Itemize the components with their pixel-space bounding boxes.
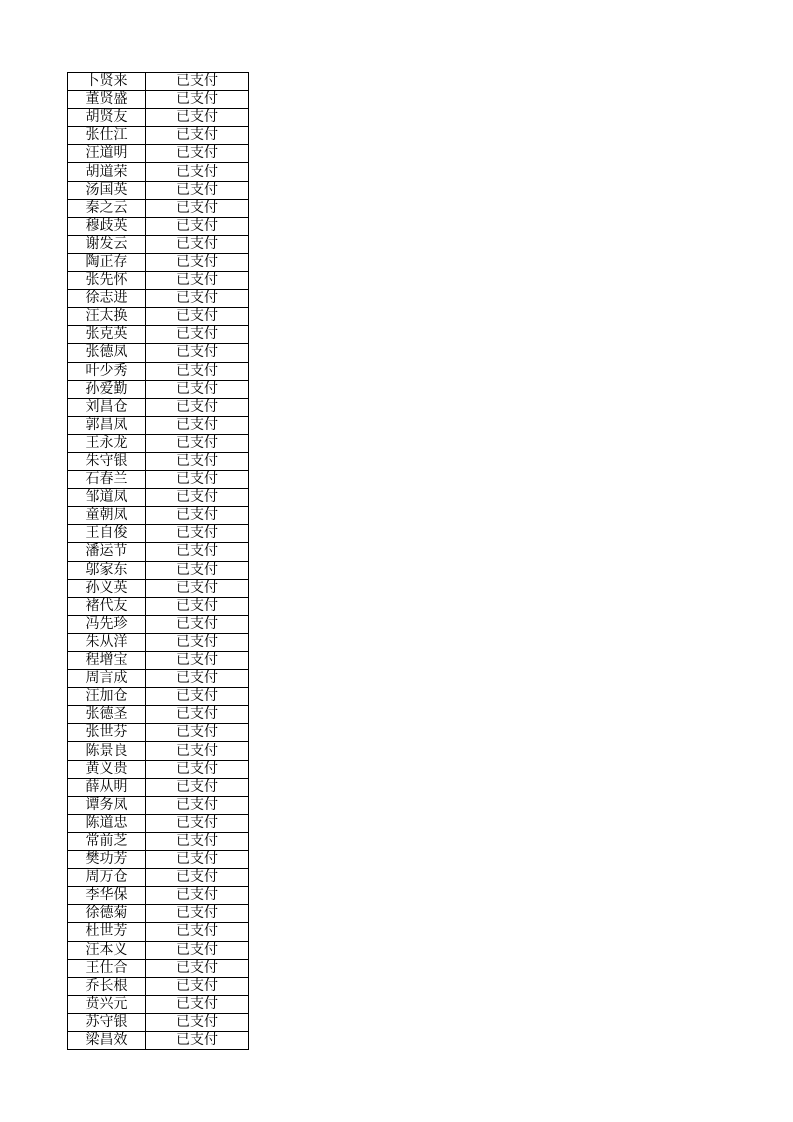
payment-status-cell: 已支付 <box>146 507 249 525</box>
payment-status-cell: 已支付 <box>146 832 249 850</box>
payment-status-cell: 已支付 <box>146 91 249 109</box>
name-cell: 陶正存 <box>68 253 146 271</box>
payment-status-cell: 已支付 <box>146 760 249 778</box>
table-row <box>68 778 249 796</box>
name-cell: 周言成 <box>68 670 146 688</box>
payment-status-cell: 已支付 <box>146 941 249 959</box>
table-row <box>68 905 249 923</box>
name-cell: 童朝凤 <box>68 507 146 525</box>
table-row <box>68 326 249 344</box>
payment-status-cell: 已支付 <box>146 145 249 163</box>
name-cell: 黄义贵 <box>68 760 146 778</box>
payment-status-cell: 已支付 <box>146 217 249 235</box>
name-cell: 王自俊 <box>68 525 146 543</box>
name-cell: 王永龙 <box>68 434 146 452</box>
payment-status-cell: 已支付 <box>146 869 249 887</box>
table-row <box>68 308 249 326</box>
table-row <box>68 887 249 905</box>
name-cell: 胡贤友 <box>68 109 146 127</box>
name-cell: 郭昌凤 <box>68 416 146 434</box>
name-cell: 汪道明 <box>68 145 146 163</box>
table-row <box>68 724 249 742</box>
table-row <box>68 253 249 271</box>
payment-status-cell: 已支付 <box>146 688 249 706</box>
table-row <box>68 1013 249 1031</box>
name-cell: 陈景良 <box>68 742 146 760</box>
name-cell: 董贤盛 <box>68 91 146 109</box>
name-cell: 杜世芳 <box>68 923 146 941</box>
table-row <box>68 633 249 651</box>
payment-status-cell: 已支付 <box>146 579 249 597</box>
payment-status-cell: 已支付 <box>146 905 249 923</box>
name-cell: 刘昌仓 <box>68 398 146 416</box>
name-cell: 张先怀 <box>68 272 146 290</box>
payment-status-cell: 已支付 <box>146 1013 249 1031</box>
name-cell: 穆歧英 <box>68 217 146 235</box>
table-row <box>68 688 249 706</box>
name-cell: 李华保 <box>68 887 146 905</box>
name-cell: 徐德菊 <box>68 905 146 923</box>
table-row <box>68 434 249 452</box>
table-row <box>68 235 249 253</box>
payment-status-table <box>67 72 249 1050</box>
payment-status-cell: 已支付 <box>146 362 249 380</box>
payment-status-cell: 已支付 <box>146 652 249 670</box>
payment-status-cell: 已支付 <box>146 1031 249 1049</box>
payment-status-cell: 已支付 <box>146 977 249 995</box>
name-cell: 谭务凤 <box>68 796 146 814</box>
payment-status-cell: 已支付 <box>146 597 249 615</box>
table-row <box>68 416 249 434</box>
payment-status-cell: 已支付 <box>146 344 249 362</box>
payment-status-cell: 已支付 <box>146 109 249 127</box>
name-cell: 程增宝 <box>68 652 146 670</box>
payment-status-cell: 已支付 <box>146 398 249 416</box>
table-row <box>68 217 249 235</box>
payment-status-cell: 已支付 <box>146 163 249 181</box>
table-row <box>68 109 249 127</box>
table-row <box>68 597 249 615</box>
table-row <box>68 959 249 977</box>
payment-status-cell: 已支付 <box>146 525 249 543</box>
table-row <box>68 344 249 362</box>
table-row <box>68 977 249 995</box>
table-row <box>68 199 249 217</box>
table-row <box>68 471 249 489</box>
table-row <box>68 163 249 181</box>
table-row <box>68 290 249 308</box>
table-row <box>68 1031 249 1049</box>
table-row <box>68 814 249 832</box>
table-row <box>68 543 249 561</box>
payment-status-cell: 已支付 <box>146 561 249 579</box>
name-cell: 汪本义 <box>68 941 146 959</box>
table-row <box>68 73 249 91</box>
payment-status-cell: 已支付 <box>146 995 249 1013</box>
payment-status-cell: 已支付 <box>146 380 249 398</box>
payment-status-cell: 已支付 <box>146 706 249 724</box>
payment-status-cell: 已支付 <box>146 127 249 145</box>
table-row <box>68 525 249 543</box>
name-cell: 谢发云 <box>68 235 146 253</box>
table-row <box>68 127 249 145</box>
table-row <box>68 398 249 416</box>
payment-status-cell: 已支付 <box>146 452 249 470</box>
payment-status-cell: 已支付 <box>146 615 249 633</box>
name-cell: 贲兴元 <box>68 995 146 1013</box>
payment-status-cell: 已支付 <box>146 434 249 452</box>
name-cell: 汪太换 <box>68 308 146 326</box>
table-row <box>68 706 249 724</box>
payment-status-cell: 已支付 <box>146 308 249 326</box>
table-row <box>68 796 249 814</box>
payment-status-cell: 已支付 <box>146 887 249 905</box>
table-row <box>68 362 249 380</box>
table-row <box>68 561 249 579</box>
name-cell: 苏守银 <box>68 1013 146 1031</box>
name-cell: 张仕江 <box>68 127 146 145</box>
table-row <box>68 670 249 688</box>
table-row <box>68 181 249 199</box>
payment-status-cell: 已支付 <box>146 633 249 651</box>
table-row <box>68 869 249 887</box>
payment-status-cell: 已支付 <box>146 416 249 434</box>
payment-status-cell: 已支付 <box>146 814 249 832</box>
payment-status-cell: 已支付 <box>146 489 249 507</box>
name-cell: 朱守银 <box>68 452 146 470</box>
table-row <box>68 380 249 398</box>
table-row <box>68 923 249 941</box>
name-cell: 张德圣 <box>68 706 146 724</box>
payment-status-cell: 已支付 <box>146 73 249 91</box>
name-cell: 叶少秀 <box>68 362 146 380</box>
table-row <box>68 832 249 850</box>
table-row <box>68 91 249 109</box>
name-cell: 潘运节 <box>68 543 146 561</box>
table-row <box>68 995 249 1013</box>
name-cell: 石春兰 <box>68 471 146 489</box>
name-cell: 孙爱勤 <box>68 380 146 398</box>
payment-status-cell: 已支付 <box>146 724 249 742</box>
table-row <box>68 615 249 633</box>
payment-status-cell: 已支付 <box>146 181 249 199</box>
payment-status-cell: 已支付 <box>146 796 249 814</box>
name-cell: 常前芝 <box>68 832 146 850</box>
name-cell: 邬家东 <box>68 561 146 579</box>
payment-status-cell: 已支付 <box>146 851 249 869</box>
payment-status-cell: 已支付 <box>146 959 249 977</box>
payment-status-cell: 已支付 <box>146 290 249 308</box>
name-cell: 周万仓 <box>68 869 146 887</box>
name-cell: 褚代友 <box>68 597 146 615</box>
name-cell: 秦之云 <box>68 199 146 217</box>
name-cell: 卜贤来 <box>68 73 146 91</box>
table-row <box>68 652 249 670</box>
table-row <box>68 507 249 525</box>
table-row <box>68 489 249 507</box>
name-cell: 冯先珍 <box>68 615 146 633</box>
payment-status-cell: 已支付 <box>146 543 249 561</box>
table-row <box>68 452 249 470</box>
payment-status-cell: 已支付 <box>146 471 249 489</box>
name-cell: 邹道凤 <box>68 489 146 507</box>
table-body <box>68 73 249 1050</box>
table-row <box>68 851 249 869</box>
payment-status-cell: 已支付 <box>146 253 249 271</box>
name-cell: 樊功芳 <box>68 851 146 869</box>
table-row <box>68 579 249 597</box>
name-cell: 梁昌效 <box>68 1031 146 1049</box>
name-cell: 张克英 <box>68 326 146 344</box>
name-cell: 乔长根 <box>68 977 146 995</box>
table-row <box>68 941 249 959</box>
payment-status-cell: 已支付 <box>146 742 249 760</box>
name-cell: 汪加仓 <box>68 688 146 706</box>
table-row <box>68 760 249 778</box>
payment-status-cell: 已支付 <box>146 778 249 796</box>
name-cell: 汤国英 <box>68 181 146 199</box>
payment-status-cell: 已支付 <box>146 670 249 688</box>
payment-status-cell: 已支付 <box>146 199 249 217</box>
table-row <box>68 272 249 290</box>
payment-status-cell: 已支付 <box>146 272 249 290</box>
name-cell: 张德凤 <box>68 344 146 362</box>
table-row <box>68 145 249 163</box>
payment-status-cell: 已支付 <box>146 923 249 941</box>
name-cell: 朱从洋 <box>68 633 146 651</box>
name-cell: 胡道荣 <box>68 163 146 181</box>
name-cell: 孙义英 <box>68 579 146 597</box>
payment-status-cell: 已支付 <box>146 326 249 344</box>
payment-status-cell: 已支付 <box>146 235 249 253</box>
name-cell: 陈道忠 <box>68 814 146 832</box>
name-cell: 张世芬 <box>68 724 146 742</box>
name-cell: 徐志进 <box>68 290 146 308</box>
name-cell: 薛从明 <box>68 778 146 796</box>
table-row <box>68 742 249 760</box>
name-cell: 王仕合 <box>68 959 146 977</box>
